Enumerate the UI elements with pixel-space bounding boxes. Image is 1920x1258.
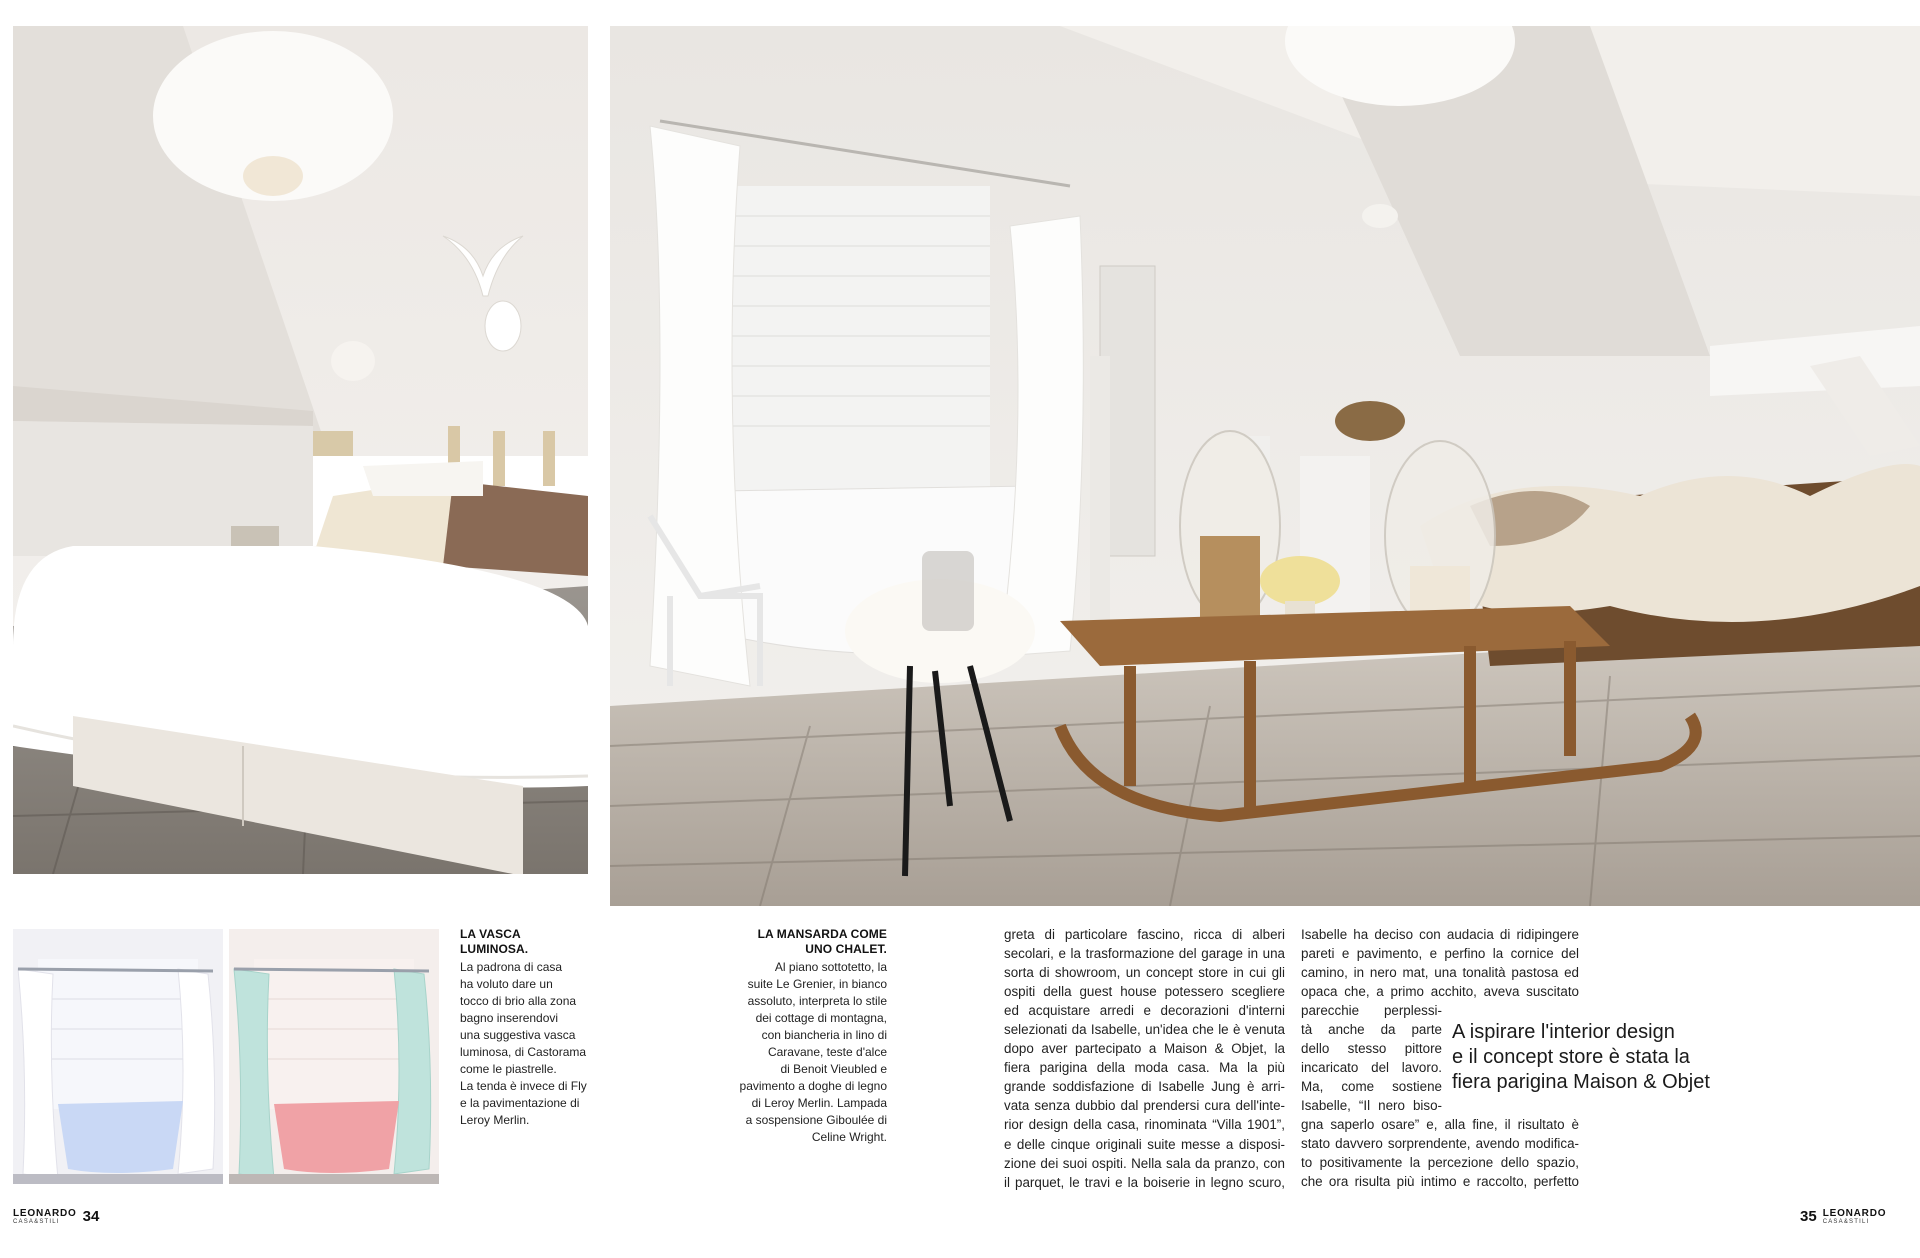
text-line: il parquet, le travi e la boiserie in legno scuro, bbox=[1004, 1174, 1285, 1190]
page-number: 35 bbox=[1800, 1208, 1817, 1225]
text-line: a sospensione Giboulée di bbox=[745, 1113, 887, 1127]
text-line: Isabelle, “Il nero biso- bbox=[1301, 1098, 1442, 1114]
text-line: con biancheria in lino di bbox=[761, 1028, 887, 1042]
text-line: Al piano sottotetto, la bbox=[774, 960, 887, 974]
body-column-1 bbox=[1004, 925, 1285, 1192]
magazine-logo bbox=[13, 1209, 77, 1225]
text-line: dello stesso pittore bbox=[1301, 1041, 1442, 1057]
text-line: incaricato del lavoro. bbox=[1301, 1060, 1442, 1076]
folio-left bbox=[13, 1208, 99, 1225]
pull-quote bbox=[1452, 1020, 1742, 1095]
text-line: di Benoit Vieubled e bbox=[780, 1062, 887, 1076]
text-line: ha voluto dare un bbox=[460, 977, 553, 991]
text-line: Ma, come sostiene bbox=[1301, 1079, 1442, 1095]
body-column-2-narrow bbox=[1301, 1001, 1442, 1115]
logo-main-text: LEONARDO bbox=[1822, 1207, 1887, 1219]
text-line: dopo aver partecipato a Maison & Objet, la bbox=[1004, 1041, 1285, 1057]
text-line: suite Le Grenier, in bianco bbox=[747, 977, 887, 991]
text-line: come le piastrelle. bbox=[460, 1062, 557, 1076]
text-line: dei cottage di montagna, bbox=[755, 1011, 887, 1025]
text-line: gna saperlo osare” e, alla fine, il risultato è bbox=[1301, 1117, 1579, 1132]
body-column-2-top bbox=[1301, 925, 1579, 1001]
folio-right bbox=[1800, 1208, 1886, 1225]
caption-body bbox=[710, 959, 887, 1146]
page-number: 34 bbox=[82, 1208, 100, 1225]
text-line: secolari, e la trasformazione del garage in una bbox=[1004, 946, 1285, 962]
text-line: stato davvero sorprendente, avendo modifica- bbox=[1301, 1136, 1579, 1152]
text-line: assoluto, interpreta lo stile bbox=[747, 994, 887, 1008]
caption-title: LA VASCA LUMINOSA. bbox=[460, 927, 529, 956]
text-line: La padrona di casa bbox=[460, 960, 563, 974]
text-line: ospiti della guest house potessero scegliere bbox=[1004, 984, 1285, 1000]
text-line: di Leroy Merlin. Lampada bbox=[751, 1096, 887, 1110]
logo-sub-text: CASA&STILI bbox=[13, 1218, 60, 1225]
text-line: tà anche da parte bbox=[1301, 1022, 1442, 1038]
text-line: e la pavimentazione di bbox=[460, 1096, 580, 1110]
text-line: pareti e pavimento, e perfino la cornice del bbox=[1301, 946, 1579, 962]
text-line: LA MANSARDA COME bbox=[757, 927, 887, 941]
caption-mansarda bbox=[710, 927, 887, 1146]
text-line: una suggestiva vasca bbox=[460, 1028, 576, 1042]
caption-title bbox=[710, 927, 887, 957]
text-line: pavimento a doghe di legno bbox=[739, 1079, 887, 1093]
text-line: UNO CHALET. bbox=[805, 942, 887, 956]
bathtub-blue-light-photo bbox=[13, 929, 223, 1184]
bathtub-pink-light-photo bbox=[229, 929, 439, 1184]
text-line: camino, in nero mat, una tonalità pastosa ed bbox=[1301, 965, 1579, 981]
text-line: grande soddisfazione di Isabelle Jung è arri- bbox=[1004, 1079, 1285, 1095]
text-line: Isabelle ha deciso con audacia di ridipingere bbox=[1301, 927, 1579, 942]
text-line: Leroy Merlin. bbox=[460, 1113, 530, 1127]
text-line: parecchie perplessi- bbox=[1301, 1003, 1442, 1018]
text-line: e il concept store è stata la bbox=[1452, 1046, 1690, 1068]
text-line: Caravane, teste d'alce bbox=[767, 1045, 887, 1059]
caption-vasca-luminosa bbox=[460, 927, 590, 1129]
text-line: che ora risulta più intimo e raccolto, perfetto bbox=[1301, 1174, 1579, 1190]
text-line: zione dei suoi ospiti. Nella sala da pranzo, con bbox=[1004, 1155, 1285, 1171]
text-line: vata senza dubbio dal prendersi cura dell'inte- bbox=[1004, 1098, 1285, 1114]
text-line: opaca che, a primo acchito, aveva suscitato bbox=[1301, 984, 1579, 1000]
text-line: luminosa, di Castorama bbox=[460, 1045, 587, 1059]
text-line: ed acquistare arredi e decorazioni d'interni bbox=[1004, 1003, 1285, 1019]
text-line: e delle cinque originali suite messe a disposi- bbox=[1004, 1136, 1285, 1152]
body-column-2-bottom bbox=[1301, 1115, 1579, 1191]
attic-living-photo bbox=[610, 26, 1920, 906]
logo-main-text: LEONARDO bbox=[13, 1207, 77, 1219]
text-line: A ispirare l'interior design bbox=[1452, 1021, 1675, 1043]
logo-sub-text: CASA&STILI bbox=[1822, 1218, 1870, 1225]
text-line: tocco di brio alla zona bbox=[460, 994, 577, 1008]
text-line: rior design della casa, rinominata “Villa 1901”, bbox=[1004, 1117, 1285, 1133]
text-line: bagno inserendovi bbox=[460, 1011, 559, 1025]
text-line: selezionati da Isabelle, un'idea che le è venuta bbox=[1004, 1022, 1285, 1038]
text-line: Celine Wright. bbox=[811, 1130, 887, 1144]
bedroom-photo bbox=[13, 26, 588, 874]
text-line: sorta di showroom, un concept store in cui gli bbox=[1004, 965, 1285, 981]
text-line: La tenda è invece di Fly bbox=[460, 1079, 587, 1093]
text-line: fiera parigina Maison & Objet bbox=[1452, 1071, 1710, 1093]
text-line: to positivamente la percezione dello spazio, bbox=[1301, 1155, 1579, 1171]
caption-body bbox=[460, 959, 590, 1129]
text-line: greta di particolare fascino, ricca di alberi bbox=[1004, 927, 1285, 942]
text-line: fiera parigina della moda casa. Ma la più bbox=[1004, 1060, 1285, 1076]
magazine-logo bbox=[1823, 1209, 1887, 1225]
